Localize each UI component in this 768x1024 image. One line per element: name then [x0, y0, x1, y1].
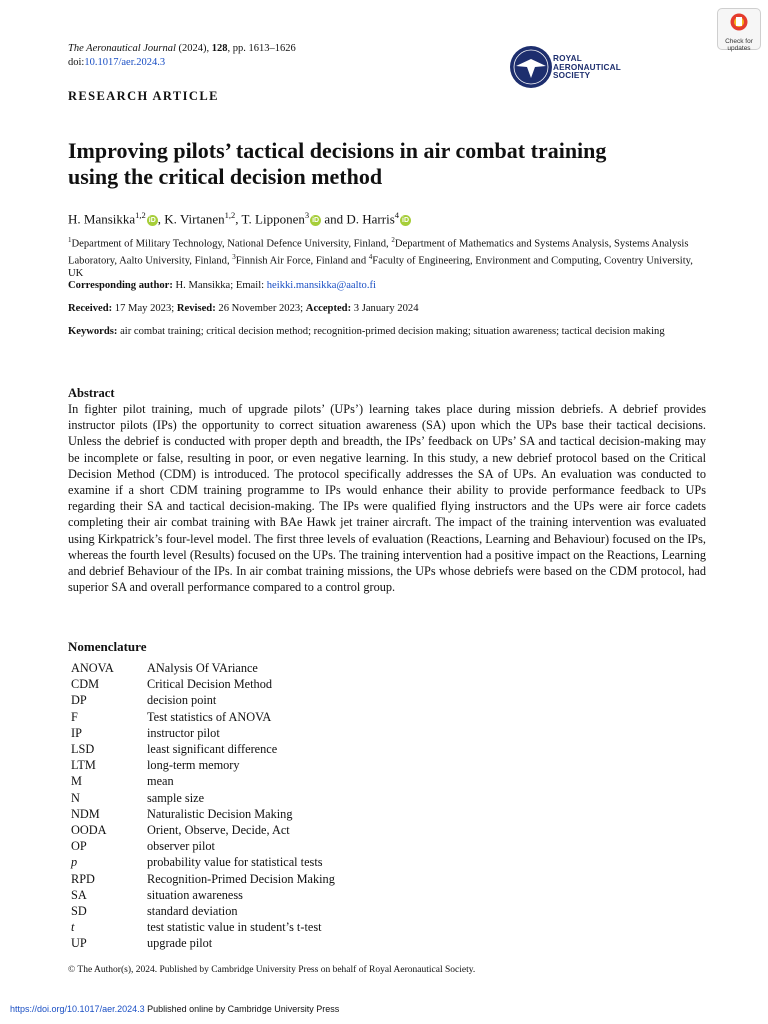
nomenclature-row — [68, 709, 335, 725]
author-name[interactable]: T. Lipponen — [241, 211, 305, 227]
nomenclature-definition: test statistic value in student’s t-test — [147, 920, 322, 935]
nomenclature-row — [68, 676, 335, 692]
nomenclature-table — [68, 660, 335, 952]
nomenclature-row — [68, 725, 335, 741]
nomenclature-term: CDM — [71, 677, 100, 692]
published-online-note: Published online by Cambridge University Press — [147, 1004, 340, 1014]
doi-label: doi: — [68, 57, 85, 68]
society-logo-text: ROYAL AERONAUTICAL SOCIETY — [553, 54, 621, 81]
nomenclature-term: DP — [71, 693, 87, 708]
nomenclature-definition: observer pilot — [147, 839, 215, 854]
nomenclature-definition: least significant difference — [147, 742, 278, 757]
author-name[interactable]: H. Mansikka — [68, 211, 136, 227]
nomenclature-term: ANOVA — [71, 661, 114, 675]
orcid-icon[interactable]: iD — [148, 217, 156, 225]
nomenclature-row — [68, 773, 335, 789]
nomenclature-term: F — [71, 709, 78, 724]
nomenclature-term: RPD — [71, 871, 95, 886]
abstract-heading: Abstract — [68, 386, 115, 400]
journal-year: (2024), — [178, 43, 210, 54]
nomenclature-term: p — [71, 855, 78, 870]
nomenclature-term: SD — [71, 904, 87, 919]
nomenclature-definition: mean — [147, 774, 174, 789]
nomenclature-row — [68, 838, 335, 854]
orcid-icon[interactable]: iD — [312, 217, 320, 225]
corresponding-author: Corresponding author: H. Mansikka; Email: heikki.mansikka@aalto.fi — [68, 280, 376, 291]
nomenclature-term: LTM — [71, 758, 96, 773]
nomenclature-definition: Orient, Observe, Decide, Act — [147, 823, 290, 838]
check-for-updates-button[interactable]: Check for updates — [717, 8, 761, 50]
nomenclature-definition: Recognition-Primed Decision Making — [147, 871, 335, 886]
nomenclature-row — [68, 757, 335, 773]
check-updates-icon — [729, 12, 749, 32]
nomenclature-term: N — [71, 790, 80, 805]
nomenclature-row — [68, 919, 335, 935]
journal-pages: , pp. 1613–1626 — [227, 43, 296, 54]
author-list: H. Mansikka$^{1,2}$iD , K. Virtanen$^{1,2}$, T. Lipponen$^3$iD and D. Harris$^4$iD — [68, 210, 410, 227]
society-emblem-icon — [508, 44, 554, 90]
nomenclature-definition: decision point — [147, 693, 217, 708]
nomenclature-row — [68, 692, 335, 708]
article-title: Improving pilots’ tactical decisions in air combat training using the critical decision method — [68, 138, 607, 189]
nomenclature-row — [68, 935, 335, 951]
nomenclature-row — [68, 741, 335, 757]
nomenclature-term: OODA — [71, 823, 107, 838]
nomenclature-term: LSD — [71, 742, 95, 757]
nomenclature-definition: Test statistics of ANOVA — [147, 709, 272, 724]
nomenclature-term: UP — [71, 936, 87, 951]
nomenclature-row — [68, 854, 335, 870]
nomenclature-definition: sample size — [147, 790, 205, 805]
nomenclature-term: IP — [71, 725, 82, 740]
nomenclature-definition: upgrade pilot — [147, 936, 213, 951]
nomenclature-row — [68, 822, 335, 838]
keywords: Keywords: air combat training; critical decision method; recognition-primed decision making; situation awareness; tactical decision making — [68, 326, 665, 337]
nomenclature-term: OP — [71, 839, 87, 854]
nomenclature-row — [68, 660, 335, 676]
nomenclature-row — [68, 806, 335, 822]
nomenclature-definition: instructor pilot — [147, 725, 220, 740]
page-footer — [10, 1003, 339, 1015]
affiliations: $^1$Department of Military Technology, National Defence University, Finland, $^2$Department of Mathematics and Systems Analysis, Systems Analysis Laboratory, Aalto University, Finland, $^3$Finnish Air Force, Finland and $^4$Faculty of Engineering, Environment and Computing, Coventry University, UK — [68, 236, 693, 280]
nomenclature-row — [68, 790, 335, 806]
doi-line — [68, 56, 165, 70]
email-link[interactable]: heikki.mansikka@aalto.fi — [266, 280, 376, 291]
journal-volume: 128 — [211, 43, 228, 54]
orcid-icon[interactable]: iD — [402, 217, 410, 225]
nomenclature-term: M — [71, 774, 82, 789]
nomenclature-definition: ANalysis Of VAriance — [147, 661, 258, 675]
copyright-notice: © The Author(s), 2024. Published by Cambridge University Press on behalf of Royal Aeronautical Society. — [68, 965, 476, 975]
nomenclature-definition: standard deviation — [147, 904, 238, 919]
nomenclature-heading: Nomenclature — [68, 639, 147, 654]
nomenclature-row — [68, 871, 335, 887]
journal-name: The Aeronautical Journal — [68, 43, 176, 54]
abstract-text: In fighter pilot training, much of upgrade pilots’ (UPs’) learning takes place during mission debriefs. A debrief provides instructor pilots (IPs) the opportunity to correct situation awareness (SA) upon which the UPs base their tactical decisions. Unless the debrief is conducted with proper depth and breadth, the IPs’ feedback on UPs’ SA and tactical decision-making may be incomplete or false, resulting in poor, or even negative learning. In this study, a new debrief protocol based on the Critical Decision Method (CDM) is introduced. The protocol specifically addresses the SA of UPs. An evaluation was conducted to examine if a short CDM training programme to IPs would enhance their ability to provide performance feedback to UPs regarding their SA and tactical decision-making. The IPs were qualified flying instructors and the UPs were air force cadets completing their air combat training with BAe Hawk jet trainer aircraft. The impact of the training intervention was evaluated using Kirkpatrick’s four-level model. The first three levels of evaluation (Reactions, Learning and Behaviour) focused on the IPs, whereas the fourth level (Results) focused on the UPs. The training intervention had a positive impact on the Reactions, Learning and debrief Behaviour of the IPs. In air combat training missions, the UPs whose debriefs were based on the CDM protocol, had superior SA and overall performance compared to a control group. — [68, 402, 706, 595]
article-dates: Received: 17 May 2023; Revised: 26 November 2023; Accepted: 3 January 2024 — [68, 303, 419, 314]
article-type: RESEARCH ARTICLE — [68, 89, 219, 103]
nomenclature-row — [68, 903, 335, 919]
doi-link[interactable]: 10.1017/aer.2024.3 — [84, 57, 166, 68]
nomenclature-definition: probability value for statistical tests — [147, 855, 323, 870]
footer-doi-link[interactable]: https://doi.org/10.1017/aer.2024.3 — [10, 1004, 145, 1014]
nomenclature-definition: long-term memory — [147, 758, 240, 773]
journal-citation — [68, 42, 296, 56]
author-name[interactable]: D. Harris — [346, 211, 395, 227]
nomenclature-row — [68, 887, 335, 903]
nomenclature-term: NDM — [71, 806, 100, 821]
nomenclature-term: t — [71, 920, 75, 935]
author-name[interactable]: K. Virtanen — [164, 211, 225, 227]
nomenclature-definition: Naturalistic Decision Making — [147, 806, 293, 821]
nomenclature-definition: situation awareness — [147, 887, 243, 902]
nomenclature-definition: Critical Decision Method — [147, 677, 272, 692]
nomenclature-term: SA — [71, 887, 87, 902]
